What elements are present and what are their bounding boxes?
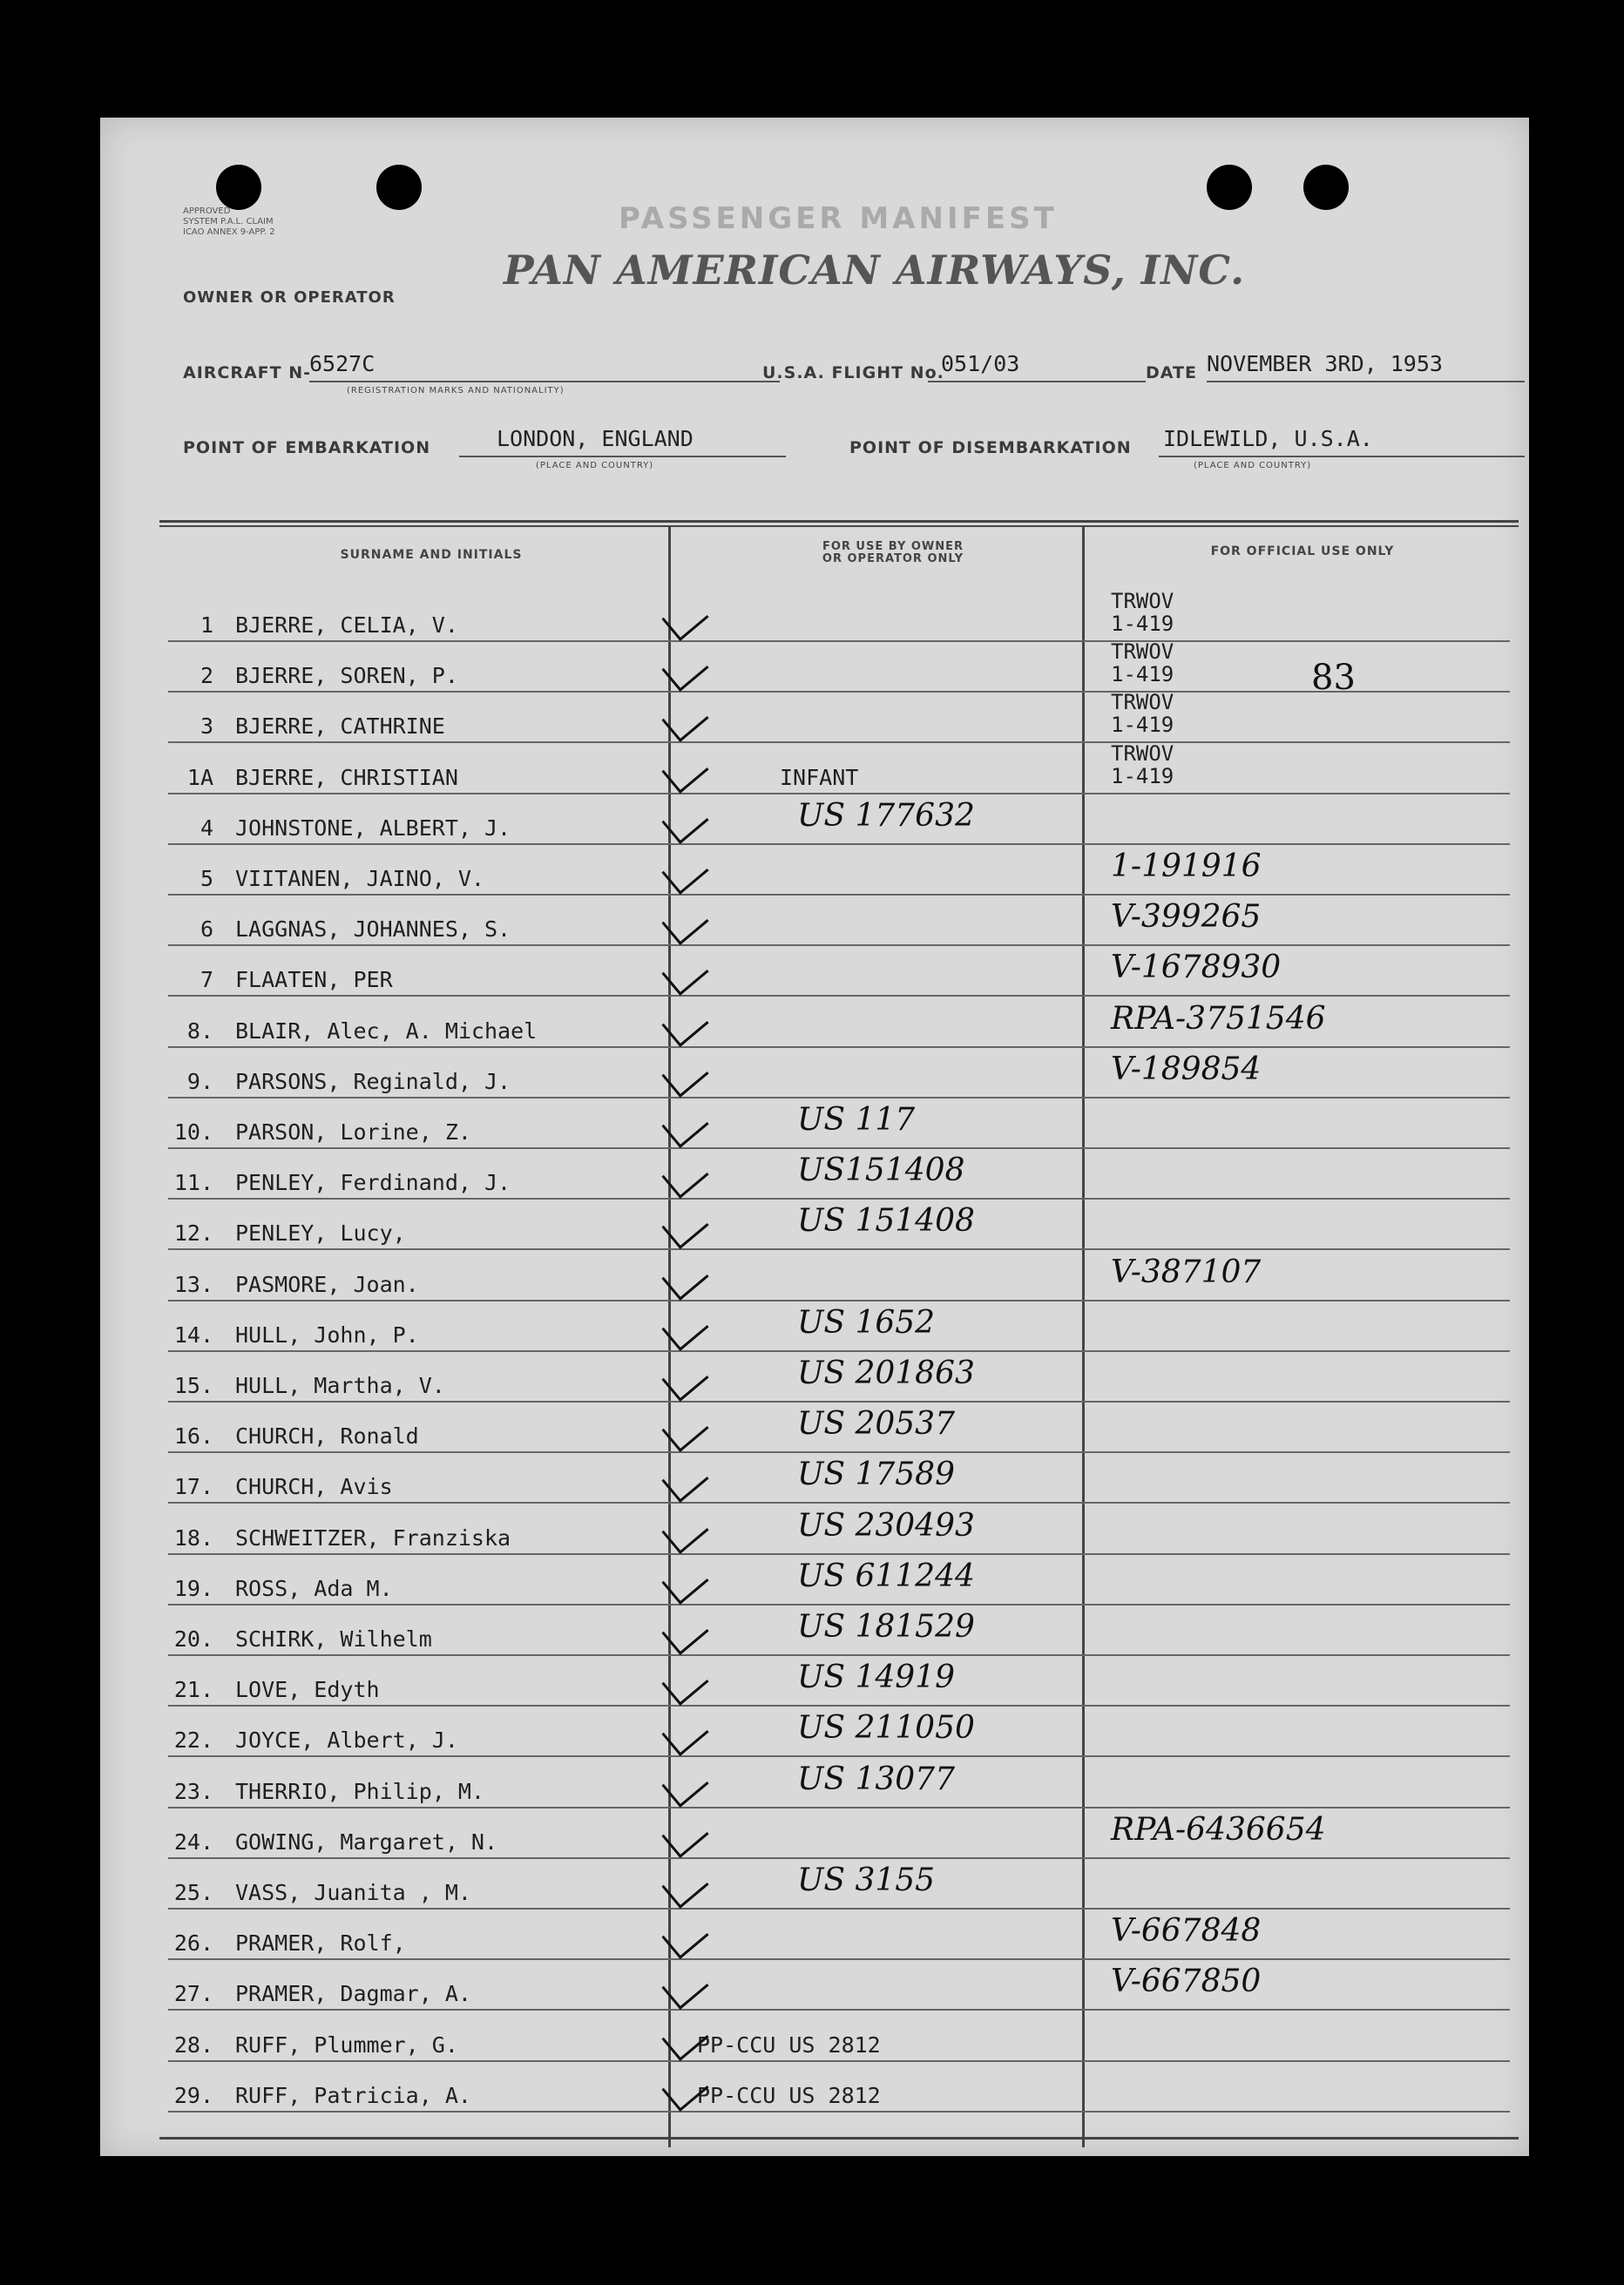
owner-use-entry: US 230493: [797, 1507, 975, 1544]
passenger-number: 1A: [186, 764, 213, 790]
passenger-number: 21.: [173, 1677, 213, 1703]
owner-use-entry: US 611244: [797, 1558, 975, 1594]
passenger-number: 26.: [173, 1930, 213, 1957]
passenger-number: 12.: [173, 1220, 213, 1247]
embark-sub: (PLACE AND COUNTRY): [536, 461, 654, 470]
passenger-name: PARSON, Lorine, Z.: [235, 1119, 471, 1145]
official-use-entry: TRWOV 1-419: [1111, 690, 1174, 738]
owner-use-entry: US 13077: [797, 1761, 955, 1797]
official-use-entry: TRWOV 1-419: [1111, 589, 1174, 636]
passenger-number: 10.: [173, 1119, 213, 1145]
owner-use-entry: US 20537: [797, 1406, 955, 1443]
passenger-name: SCHWEITZER, Franziska: [235, 1524, 511, 1551]
passenger-number: 7: [200, 967, 213, 993]
passenger-number: 8.: [186, 1017, 213, 1044]
passenger-name: PENLEY, Lucy,: [235, 1220, 406, 1247]
official-use-entry: V-667848: [1111, 1913, 1262, 1950]
passenger-number: 13.: [173, 1271, 213, 1297]
passenger-number: 4: [200, 815, 213, 841]
owner-use-entry: US 151408: [797, 1203, 975, 1240]
passenger-number: 29.: [173, 2082, 213, 2108]
passenger-name: SCHIRK, Wilhelm: [235, 1626, 432, 1652]
official-use-entry: V-399265: [1111, 899, 1262, 936]
passenger-name: THERRIO, Philip, M.: [235, 1778, 484, 1804]
punch-hole: [1303, 165, 1349, 210]
passenger-number: 18.: [173, 1524, 213, 1551]
passenger-name: RUFF, Plummer, G.: [235, 2031, 458, 2058]
passenger-number: 5: [200, 866, 213, 891]
margin-note: 83: [1311, 658, 1356, 698]
passenger-name: BJERRE, SOREN, P.: [235, 663, 458, 689]
passenger-name: BJERRE, CHRISTIAN: [235, 764, 458, 790]
passenger-number: 3: [200, 713, 213, 740]
passenger-number: 17.: [173, 1474, 213, 1500]
official-use-entry: V-667850: [1111, 1964, 1262, 2000]
passenger-number: 23.: [173, 1778, 213, 1804]
punch-hole: [376, 165, 422, 210]
passenger-number: 24.: [173, 1829, 213, 1855]
passenger-number: 1: [200, 612, 213, 638]
owner-use-entry: US 14919: [797, 1660, 955, 1696]
passenger-name: ROSS, Ada M.: [235, 1575, 393, 1601]
passenger-name: CHURCH, Avis: [235, 1474, 393, 1500]
passenger-number: 2: [200, 663, 213, 689]
passenger-name: PRAMER, Rolf,: [235, 1930, 406, 1957]
col-header-owner: FOR USE BY OWNER OR OPERATOR ONLY: [822, 540, 964, 565]
passenger-name: JOHNSTONE, ALBERT, J.: [235, 815, 511, 841]
passenger-number: 14.: [173, 1322, 213, 1348]
owner-use-entry: US 201863: [797, 1355, 975, 1391]
aircraft-sub: (REGISTRATION MARKS AND NATIONALITY): [347, 386, 565, 395]
disembark-value: IDLEWILD, U.S.A.: [1163, 426, 1373, 451]
passenger-number: 28.: [173, 2031, 213, 2058]
date-value: NOVEMBER 3RD, 1953: [1207, 351, 1443, 376]
date-label: DATE: [1146, 363, 1197, 382]
col-header-surname: SURNAME AND INITIALS: [340, 548, 523, 562]
official-use-entry: V-387107: [1111, 1254, 1262, 1290]
flight-label: U.S.A. FLIGHT No.: [762, 363, 944, 382]
aircraft-value: 6527C: [309, 351, 376, 376]
passenger-number: 9.: [186, 1068, 213, 1094]
owner-use-entry: PP-CCU US 2812: [697, 2082, 881, 2108]
flight-value: 051/03: [941, 351, 1020, 376]
disembark-sub: (PLACE AND COUNTRY): [1194, 461, 1312, 470]
passenger-name: JOYCE, Albert, J.: [235, 1727, 458, 1754]
passenger-name: LOVE, Edyth: [235, 1677, 380, 1703]
passenger-name: VIITANEN, JAINO, V.: [235, 866, 484, 891]
passenger-name: BLAIR, Alec, A. Michael: [235, 1017, 538, 1044]
company-name: PAN AMERICAN AIRWAYS, INC.: [504, 247, 1246, 294]
passenger-name: LAGGNAS, JOHANNES, S.: [235, 916, 511, 943]
passenger-number: 11.: [173, 1170, 213, 1196]
passenger-number: 22.: [173, 1727, 213, 1754]
passenger-number: 15.: [173, 1373, 213, 1398]
passenger-number: 27.: [173, 1981, 213, 2007]
passenger-name: FLAATEN, PER: [235, 967, 393, 993]
manifest-sheet: [100, 118, 1529, 2156]
owner-use-entry: US 181529: [797, 1609, 975, 1645]
passenger-name: BJERRE, CELIA, V.: [235, 612, 458, 638]
aircraft-label: AIRCRAFT N-: [183, 363, 312, 382]
owner-label: OWNER OR OPERATOR: [183, 288, 396, 307]
disembark-label: POINT OF DISEMBARKATION: [849, 438, 1132, 457]
embark-value: LONDON, ENGLAND: [497, 426, 694, 451]
passenger-name: BJERRE, CATHRINE: [235, 713, 445, 740]
owner-use-entry: US151408: [797, 1153, 965, 1189]
official-use-entry: V-1678930: [1111, 950, 1282, 986]
passenger-number: 25.: [173, 1880, 213, 1905]
passenger-number: 19.: [173, 1575, 213, 1601]
owner-use-entry: US 117: [797, 1102, 916, 1138]
punch-hole: [1207, 165, 1252, 210]
owner-use-entry: INFANT: [780, 764, 859, 790]
embark-label: POINT OF EMBARKATION: [183, 438, 431, 457]
official-use-entry: TRWOV 1-419: [1111, 639, 1174, 687]
form-title: PASSENGER MANIFEST: [619, 201, 1058, 236]
passenger-name: HULL, John, P.: [235, 1322, 419, 1348]
owner-use-entry: US 211050: [797, 1710, 975, 1747]
owner-use-entry: US 3155: [797, 1862, 936, 1898]
passenger-name: PENLEY, Ferdinand, J.: [235, 1170, 511, 1196]
passenger-name: HULL, Martha, V.: [235, 1373, 445, 1398]
owner-use-entry: US 177632: [797, 797, 975, 834]
punch-hole: [216, 165, 261, 210]
passenger-number: 20.: [173, 1626, 213, 1652]
official-use-entry: 1-191916: [1111, 848, 1262, 884]
official-use-entry: RPA-3751546: [1111, 1000, 1326, 1037]
owner-use-entry: PP-CCU US 2812: [697, 2031, 881, 2058]
owner-use-entry: US 17589: [797, 1457, 955, 1493]
passenger-name: RUFF, Patricia, A.: [235, 2082, 471, 2108]
passenger-name: CHURCH, Ronald: [235, 1423, 419, 1450]
passenger-number: 16.: [173, 1423, 213, 1450]
official-use-entry: TRWOV 1-419: [1111, 740, 1174, 788]
passenger-name: PASMORE, Joan.: [235, 1271, 419, 1297]
passenger-name: GOWING, Margaret, N.: [235, 1829, 498, 1855]
approval-note: APPROVED SYSTEM P.A.L. CLAIM ICAO ANNEX 9-APP. 2: [183, 206, 275, 237]
passenger-number: 6: [200, 916, 213, 943]
owner-use-entry: US 1652: [797, 1304, 936, 1341]
passenger-name: VASS, Juanita , M.: [235, 1880, 471, 1905]
official-use-entry: RPA-6436654: [1111, 1811, 1326, 1848]
col-header-official: FOR OFFICIAL USE ONLY: [1210, 544, 1395, 558]
official-use-entry: V-189854: [1111, 1051, 1262, 1087]
passenger-name: PRAMER, Dagmar, A.: [235, 1981, 471, 2007]
passenger-name: PARSONS, Reginald, J.: [235, 1068, 511, 1094]
